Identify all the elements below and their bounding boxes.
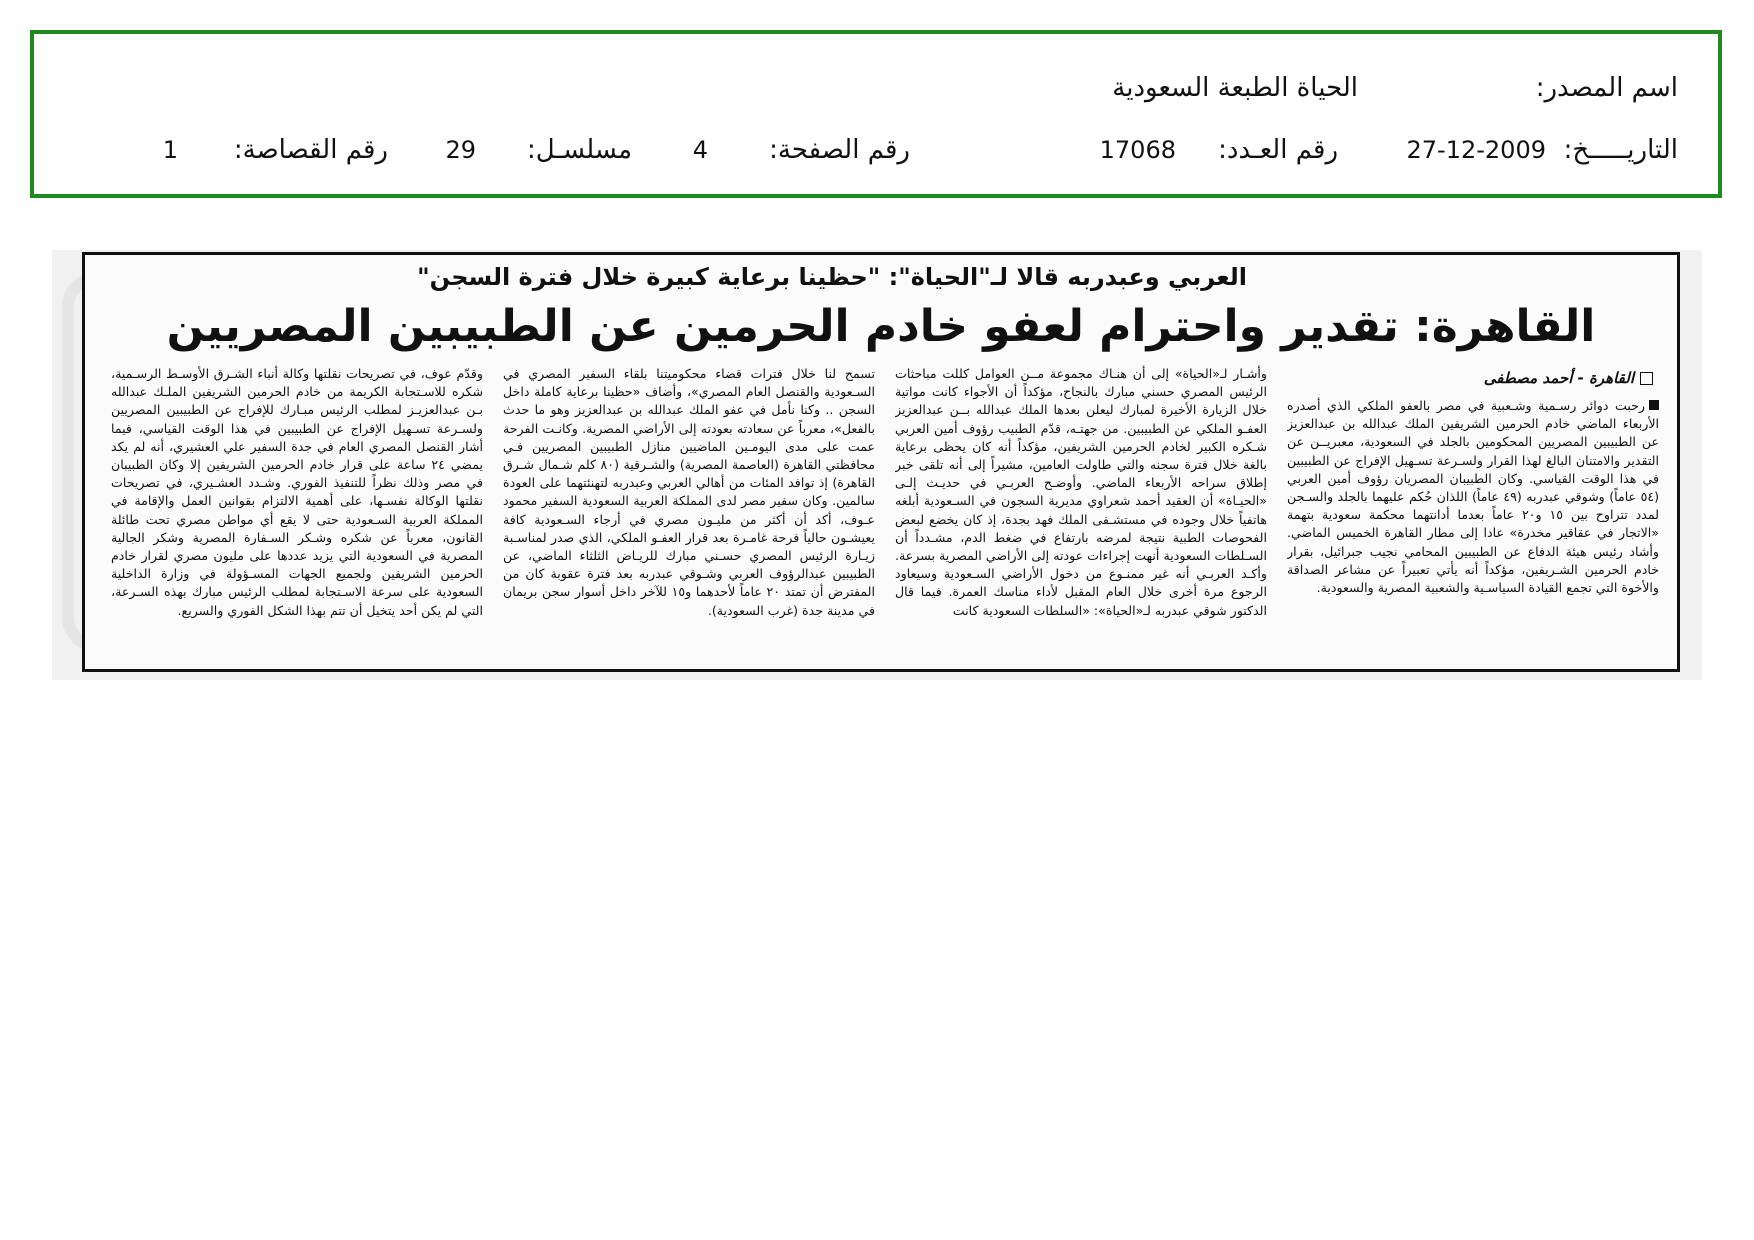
source-value: الحياة الطبعة السعودية (1112, 73, 1358, 103)
bullet-square-icon (1649, 400, 1659, 410)
date-label: التاريـــــخ: (1563, 135, 1678, 165)
article-column-2 (895, 365, 1267, 659)
column-text: وأشـار لـ«الحياة» إلى أن هنـاك مجموعة مــن العوامل كللت مباحثات الرئيس المصري حسني مبارك بالنجاح، مؤكداً أن الأجواء كانت مواتية خلال الزيارة الأخيرة لمبارك ليعلن بعدها الملك عبدالله بــن عبدالعزيز العفـو الملكي عن الطبيبين. من جهتـه، قدّم الطبيب رؤوف أمين العربي شـكره الكبير لخادم الحرمين الشريفين، مؤكداً أنه كان يحظى برعاية بالغة خلال فترة سجنه والتي طاولت العامين، مشيراً إلى أنه تلقى خبر إطلاق سراحه الأربعاء الماضي. وأوضـح العربـي في حديـث إلـى «الحيـاة» أن العقيد أحمد شعراوي مديرية السجون في السـعودية أبلغه هاتفياً خلال وجوده في مستشـفى الملك فهد بجدة، إذ كان يخضع لبعض الفحوصات الطبية نتيجة لمرضه بارتفاع في ضغط الدم، مشـدداً أن السـلطات السعودية أنهت إجراءات عودته إلى الأراضي المصرية بسرعة. وأكـد العربـي أنه غير ممنـوع من دخول الأراضي السـعودية وسيعاود الرجوع مرة أخرى خلال العام المقبل لأداء مناسك العمرة. فيما قال الدكتور شوقي عبدربه لـ«الحياة»: «السلطات السعودية كانت (895, 366, 1267, 618)
page-value: 4 (692, 136, 708, 164)
article-columns (103, 365, 1659, 659)
article-headline: القاهرة: تقدير واحترام لعفو خادم الحرمين عن الطبيبين المصريين (166, 301, 1596, 352)
page-label: رقم الصفحة: (769, 135, 910, 165)
article-column-1 (1287, 397, 1659, 659)
issue-label: رقم العـدد: (1218, 135, 1338, 165)
column-text: رحبت دوائر رسـمية وشـعبية في مصر بالعفو الملكي الذي أصدره الأربعاء الماضي خادم الحرمين الشريفين الملك عبدالله بن عبدالعزيز عن الطبيبين المصريين المحكومين بالجلد في السعودية، معبريــن عن التقدير والامتنان البالغ لهذا القرار ولسـرعة تسـهيل الإفراج عن الطبيبين في هذا الوقت القياسي. وكان الطبيبان المصريان رؤوف أمين العربي (٥٤ عاماً) وشوقي عبدربه (٤٩ عاماً) اللذان حُكم عليهما بالجلد والسـجن لمدد تتراوح بين ١٥ و٢٠ عاماً بعدما أدانتهما محكمة سعودية بتهمة «الاتجار في عقاقير مخدرة» عادا إلى مطار القاهرة الخميس الماضي. وأشاد رئيس هيئة الدفاع عن الطبيبين المحامي نجيب جبرائيل، بقرار خادم الحرمين الشـريفين، مؤكداً أنه يأتي تعبيراً عن مشاعر الصداقة والأخوة التي تجمع القيادة السياسـية والشعبية المصرية والسعودية. (1287, 398, 1659, 596)
newspaper-clipping (82, 252, 1680, 672)
source-row (34, 66, 1718, 110)
column-text: تسمح لنا خلال فترات قضاء محكوميتنا بلقاء السفير المصري في السـعودية والقنصل العام المصري»، وأضاف «حظينا برعاية كاملة داخل السجن .. وكنا نأمل في عفو الملك عبدالله بن عبدالعزيز وهو ما حدث بالفعل»، معرباً عن سعادته بعودته إلى الأراضي المصرية. وكانـت الفرحة عمت على مدى اليومـين الماضيين منازل الطبيبين المصريين فـي محافظتي القاهرة (العاصمة المصرية) والشـرقية (٨٠ كلم شـمال شـرق القاهرة) إذ توافد المئات من أهالي العربي وعبدربه لتهنئتهما على العودة سالمين. وكان سفير مصر لدى المملكة العربية السعودية السفير محمود عـوف، أكد أن أكثر من مليـون مصري في أرجاء السـعودية كافة يعيشـون حالياً فرحة غامـرة بعد قرار العفـو الملكي، الذي صدر لمناسـبة زيـارة الرئيس المصري حسـني مبارك للريـاض الثلثاء الماضي، عن الطبيبين عبدالرؤوف العربي وشـوقي عبدربه بعد فترة عقوبة كان من المفترض أن تمتد ٢٠ عاماً لأحدهما و١٥ للآخر داخل أسوار سجن بريمان في مدينة جدة (غرب السعودية). (503, 366, 875, 618)
source-label: اسم المصدر: (1535, 73, 1678, 103)
details-row (34, 128, 1718, 172)
column-text: وقدّم عوف، في تصريحات نقلتها وكالة أنباء الشـرق الأوسـط الرسـمية، شكره للاسـتجابة الكريمة من خادم الحرمين الشريفين الملـك عبدالله بـن عبدالعزيـز لمطلب الرئيس مبـارك للإفراج عن الطبيبين المصريين ولسـرعة تسـهيل الإفراج عن الطبيبين في هذا الوقت القياسي، فيما أشار القنصل المصري العام في جدة السفير علي العشيري، أنه لم يكد يمضي ٢٤ ساعة على قرار خادم الحرمين الشريفين إلا وكان الطبيبان في مصر وذلك نظراً للتنفيذ الفوري. وشـدد العشـيري، في تصريحات نقلتها الوكالة نفسـها، على أهمية الالتزام بقوانين العمل والإقامة في المملكة العربية السـعودية حتى لا يقع أي مواطن مصري تحت طائلة القانون، معرباً عن شكره وشـكر السـفارة المصرية وشكر الجالية المصرية في السعودية التي يزيد عددها على مليون مصري لقرار خادم الحرمين الشريفين ولجميع الجهات المسـؤولة في وزارة الداخلية السعودية على سرعة الاسـتجابة لمطلب الرئيس مبارك بهذه السـرعة، التي لم يكن أحد يتخيل أن تتم بهذا الشكل الفوري والسريع. (111, 366, 483, 618)
serial-label: مسلسـل: (527, 135, 632, 165)
clip-value: 1 (162, 136, 178, 164)
article-kicker: العربي وعبدربه قالا لـ"الحياة": "حظينا برعاية كبيرة خلال فترة السجن" (417, 263, 1247, 291)
clip-label: رقم القصاصة: (233, 135, 388, 165)
serial-value: 29 (445, 136, 476, 164)
article-column-4 (111, 365, 483, 659)
issue-value: 17068 (1099, 136, 1176, 164)
byline-text: القاهرة - أحمد مصطفى (1483, 369, 1634, 387)
date-value: 27-12-2009 (1406, 136, 1546, 164)
article-column-3 (503, 365, 875, 659)
source-info-box (30, 30, 1722, 198)
